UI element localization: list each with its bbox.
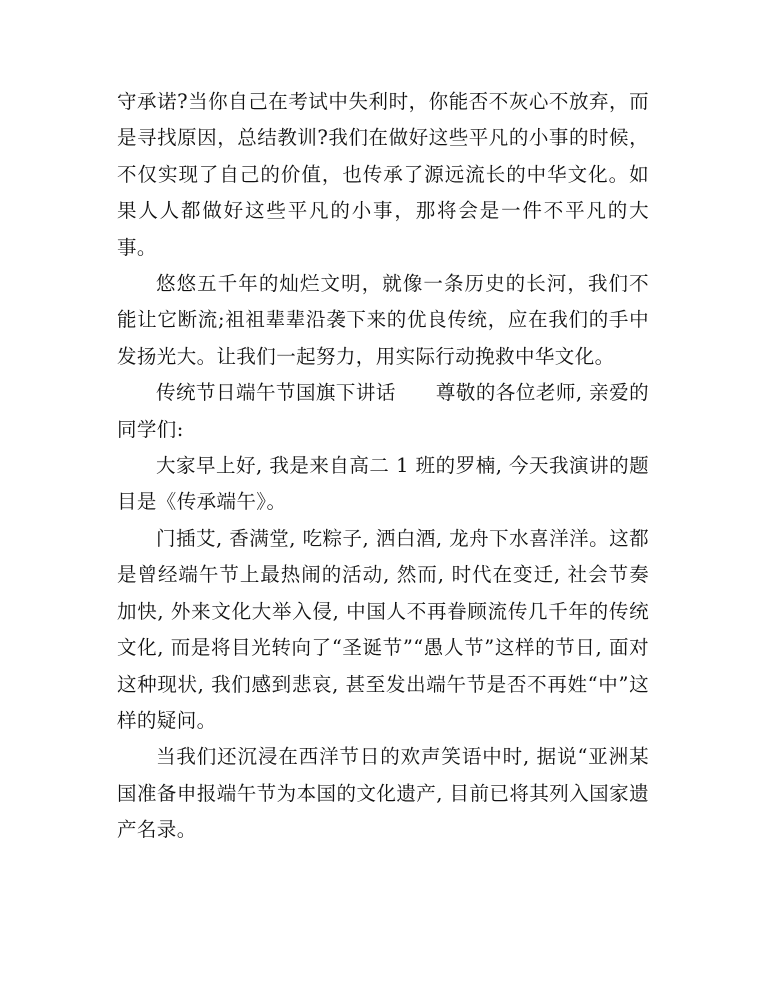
paragraph-customs: 门插艾, 香满堂, 吃粽子, 洒白酒, 龙舟下水喜洋洋。这都是曾经端午节上最热闹的活动, 然而, 时代在变迁, 社会节奏加快, 外来文化大举入侵, 中国人不再眷顾流传几千年的传统文化, 而是将目光转向了“圣诞节”“愚人节”这样的节日, 面对这种现状, 我们感到悲哀, 甚至发出端午节是否不再姓“中”这样的疑问。: [117, 526, 649, 732]
paragraph-heritage: 当我们还沉浸在西洋节日的欢声笑语中时, 据说“亚洲某国准备申报端午节为本国的文化遗产, 目前已将其列入国家遗产名录。: [117, 745, 649, 842]
paragraph-opening: 大家早上好, 我是来自高二 1 班的罗楠, 今天我演讲的题目是《传承端午》。: [117, 454, 649, 514]
paragraph-civilization: 悠悠五千年的灿烂文明，就像一条历史的长河，我们不能让它断流;祖祖辈辈沿袭下来的优良传统，应在我们的手中发扬光大。让我们一起努力，用实际行动挽救中华文化。: [117, 272, 649, 368]
document-body: [117, 84, 649, 849]
paragraph-speech-title-greeting: 传统节日端午节国旗下讲话 尊敬的各位老师, 亲爱的同学们:: [117, 381, 649, 441]
paragraph-continuation: 守承诺?当你自己在考试中失利时，你能否不灰心不放弃，而是寻找原因，总结教训?我们在做好这些平凡的小事的时候，不仅实现了自己的价值，也传承了源远流长的中华文化。如果人人都做好这些平凡的小事，那将会是一件不平凡的大事。: [117, 90, 649, 259]
